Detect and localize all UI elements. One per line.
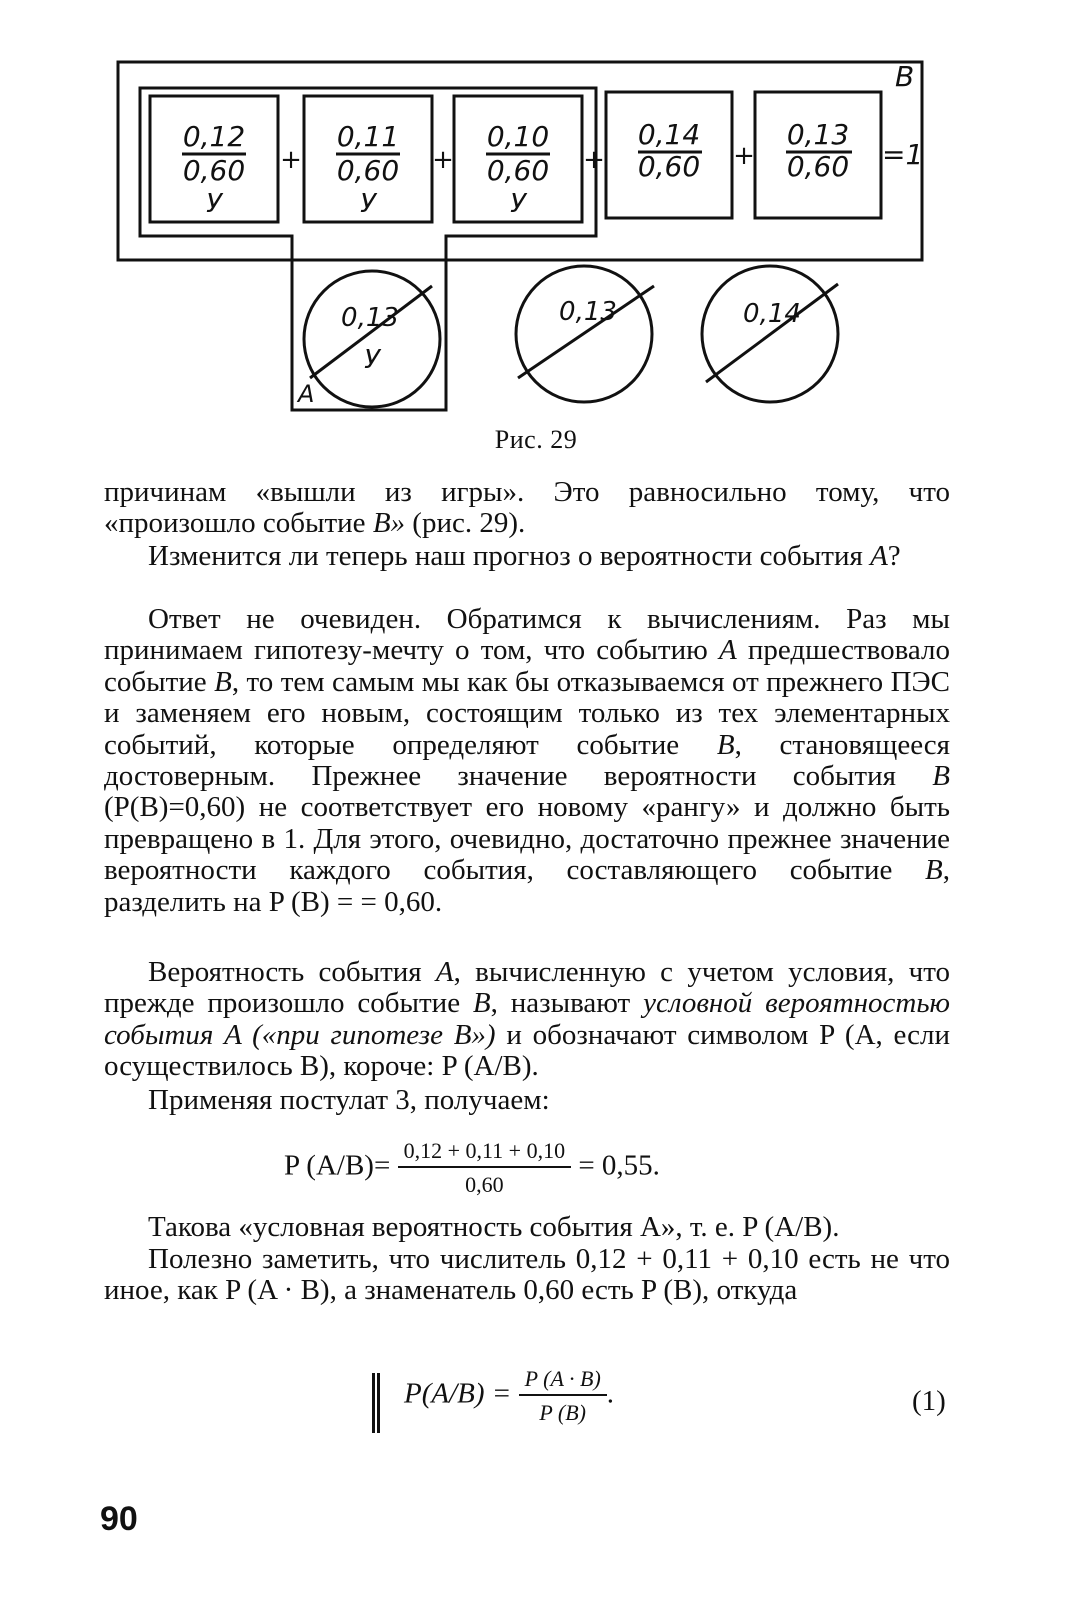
formula-lhs: P(A/B) = — [404, 1377, 512, 1410]
figure-caption: Рис. 29 — [494, 425, 578, 454]
formula-tail: . — [606, 1377, 615, 1410]
formula-rhs: = 0,55. — [578, 1149, 660, 1182]
formula-definition — [404, 1366, 614, 1426]
set-a-label: A — [298, 380, 315, 408]
plus-sign: + — [432, 145, 454, 175]
box-denominator: 0,60 — [637, 150, 701, 183]
formula-fraction — [398, 1138, 572, 1198]
page-number: 90 — [100, 1500, 138, 1538]
circle-value: 0,14 — [743, 299, 801, 329]
paragraph: причинам «вышли из игры». Это равносильно тому, что «произошло событие B» (рис. 29). — [104, 476, 950, 540]
box-numerator: 0,14 — [637, 118, 701, 151]
paragraph: Такова «условная вероятность события A», т. е. P (A/B). — [148, 1211, 840, 1243]
formula-lhs: P (A/B)= — [284, 1149, 391, 1182]
box-denominator: 0,60 — [786, 150, 850, 183]
figure-29 — [0, 0, 1072, 430]
box-mark: У — [360, 189, 376, 219]
box-mark: У — [510, 189, 526, 219]
box-denominator: 0,60 — [182, 154, 246, 187]
highlight-bar — [372, 1373, 380, 1433]
paragraph: Полезно заметить, что числитель 0,12 + 0,11 + 0,10 есть не что иное, как P (A · B), а знаменатель 0,60 есть P (B), откуда — [104, 1243, 950, 1307]
box-numerator: 0,11 — [336, 120, 400, 153]
set-b-label: B — [895, 60, 915, 93]
box-numerator: 0,12 — [182, 120, 246, 153]
paragraph: Ответ не очевиден. Обратимся к вычислениям. Раз мы принимаем гипотезу-мечту о том, что событию A предшествовало событие B, то тем самым мы как бы отказываемся от прежнего ПЭС и заменяем его новым, состоящим только из тех элементарных событий, которые определяют событие B, становящееся достоверным. Прежнее значение вероятности события B (P(B)=0,60) не соответствует его новому «рангу» и должно быть превращено в 1. Для этого, очевидно, достаточно прежнее значение вероятности каждого события, составляющего событие B, разделить на P (B) = = 0,60. — [104, 603, 951, 918]
box-mark: У — [206, 189, 222, 219]
plus-sign: + — [733, 141, 755, 171]
circle-mark: У — [364, 345, 380, 375]
plus-sign: + — [583, 145, 605, 175]
circle-value: 0,13 — [341, 303, 399, 333]
formula-fraction — [519, 1366, 607, 1426]
box-denominator: 0,60 — [336, 154, 400, 187]
formula-denominator: P (B) — [539, 1400, 586, 1425]
formula-conditional-value — [284, 1138, 660, 1198]
paragraph: Применяя постулат 3, получаем: — [148, 1084, 550, 1116]
excluded-outcome — [304, 271, 440, 407]
formula-numerator: P (A · B) — [519, 1366, 607, 1396]
box-denominator: 0,60 — [486, 154, 550, 187]
formula-numerator: 0,12 + 0,11 + 0,10 — [398, 1138, 572, 1168]
box-numerator: 0,13 — [786, 118, 850, 151]
circle-value: 0,13 — [559, 297, 617, 327]
equation-number: (1) — [912, 1385, 946, 1417]
plus-sign: + — [280, 145, 302, 175]
equals-one: =1 — [882, 138, 924, 171]
formula-denominator: 0,60 — [465, 1172, 504, 1197]
box-numerator: 0,10 — [486, 120, 550, 153]
paragraph: Вероятность события A, вычисленную с учетом условия, что прежде произошло событие B, называют условной вероятностью события A («при гипотезе B») и обозначают символом P (A, если осуществилось B), короче: P (A/B). — [104, 956, 950, 1083]
paragraph: Изменится ли теперь наш прогноз о вероятности события A? — [148, 540, 901, 572]
